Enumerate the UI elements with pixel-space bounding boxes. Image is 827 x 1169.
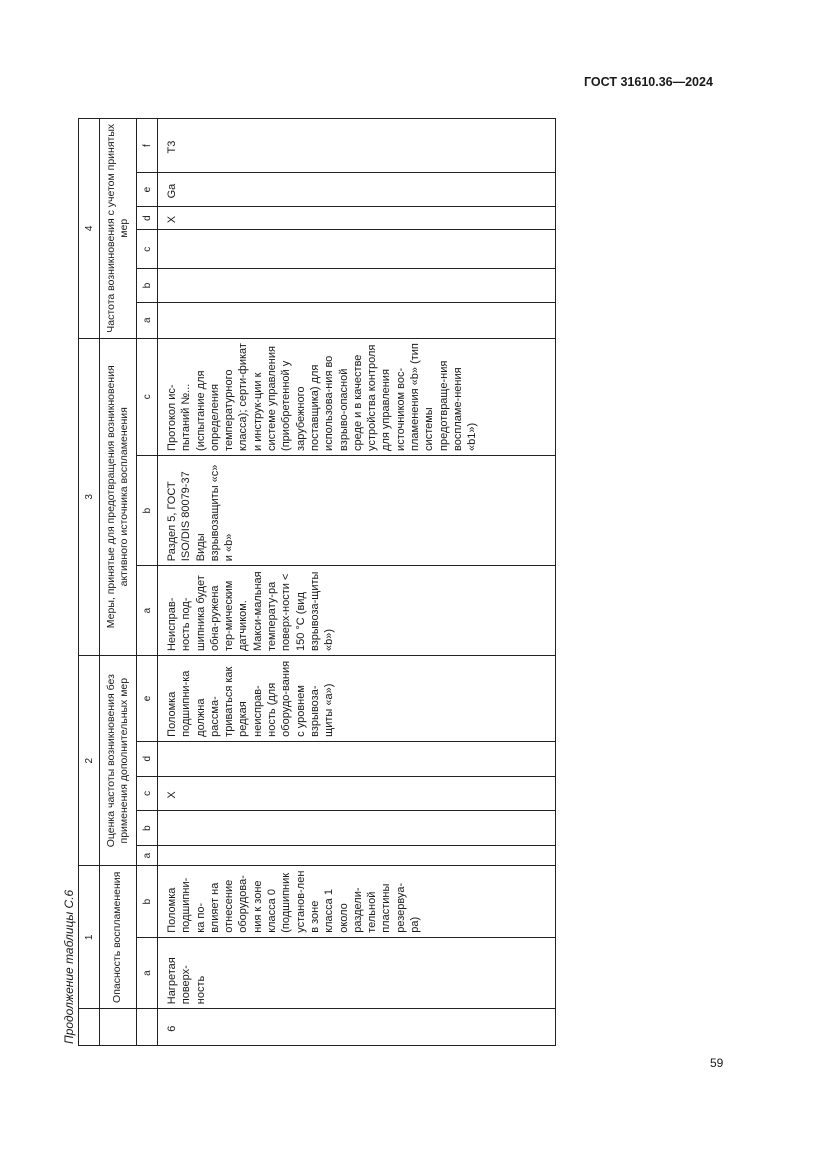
row-number: 6 [158,1009,556,1046]
group-number-3: 3 [79,338,100,655]
table-caption: Продолжение таблицы С.6 [62,889,76,1044]
group-title-measures: Меры, принятые для предотвращения возникновения активного источника воспламенения [100,338,137,655]
table-container [78,118,548,1046]
sub-header-3b: b [137,455,158,565]
cell-4c [158,230,556,269]
group-title-frequency-with-measures: Частота возникновения с учетом принятых мер [100,119,137,339]
number-cell-empty [79,1009,100,1046]
hazard-table [78,118,556,1046]
cell-4d: X [158,206,556,229]
sub-header-2a: a [137,845,158,865]
sub-header-4a: a [137,302,158,338]
group-number-row [79,119,100,1046]
cell-4f-temp-class: T3 [158,119,556,173]
sub-header-4b: b [137,269,158,303]
table-row [158,119,556,1046]
group-title-frequency-without-measures: Оценка частоты возникновения без применения дополнительных мер [100,656,137,866]
sub-header-2e: e [137,656,158,742]
cell-2c: X [158,776,556,811]
sub-header-4f: f [137,119,158,173]
title-cell-empty [100,1009,137,1046]
cell-1a-hazard: Нагретая поверх-ность [158,937,556,1008]
sub-header-4c: c [137,230,158,269]
cell-3a-measure: Неисправ-ность под-шипника будет обна-ружена тер-мическим датчиком. Макси-мальная температу-ра поверх-ности < 150 °С (вид взрывоза-щиты «b») [158,566,556,656]
rotated-table-frame [78,118,548,1046]
sub-header-2d: d [137,741,158,776]
cell-3b-reference: Раздел 5, ГОСТ ISO/DIS 80079-37 Виды взрывозащиты «c» и «b» [158,455,556,565]
sub-header-4e: e [137,173,158,207]
cell-2a [158,845,556,865]
sub-header-2b: b [137,811,158,846]
group-title-row [100,119,137,1046]
cell-4e-epl: Ga [158,173,556,207]
sub-header-row [137,119,158,1046]
sub-header-3a: a [137,566,158,656]
sub-header-1a: a [137,937,158,1008]
group-title-ignition-hazard: Опасность воспламенения [100,866,137,1009]
cell-1b-description: Поломка подшипни-ка по-влияет на отнесение оборудова-ния к зоне класса 0 (подшипник установ-лен в зоне класса 1 около раздели-тельной пластины резервуа-ра) [158,866,556,937]
page-number: 59 [710,1056,724,1070]
group-number-2: 2 [79,656,100,866]
sub-header-2c: c [137,776,158,811]
standard-code: ГОСТ 31610.36—2024 [584,75,713,89]
sub-header-empty [137,1009,158,1046]
cell-3c-documentation: Протокол ис-пытаний №... (испытание для определения температурного класса); серти-фикат и инструк-ции к системе управления (приобретенной у зарубежного поставщика) для использова-ния во взрыво-опасной среде и в качестве устройства контроля для управления источником вос-пламенения «b» (тип системы предотвраще-ния воспламе-нения «b1») [158,338,556,455]
cell-4b [158,269,556,303]
cell-4a [158,302,556,338]
group-number-4: 4 [79,119,100,339]
sub-header-1b: b [137,866,158,937]
cell-2d [158,741,556,776]
sub-header-3c: c [137,338,158,455]
group-number-1: 1 [79,866,100,1009]
cell-2b [158,811,556,846]
sub-header-4d: d [137,206,158,229]
cell-2e-justification: Поломка подшипни-ка должна рассма-триваться как редкая неисправ-ность (для оборудо-вания с уровнем взрывоза-щиты «a») [158,656,556,742]
